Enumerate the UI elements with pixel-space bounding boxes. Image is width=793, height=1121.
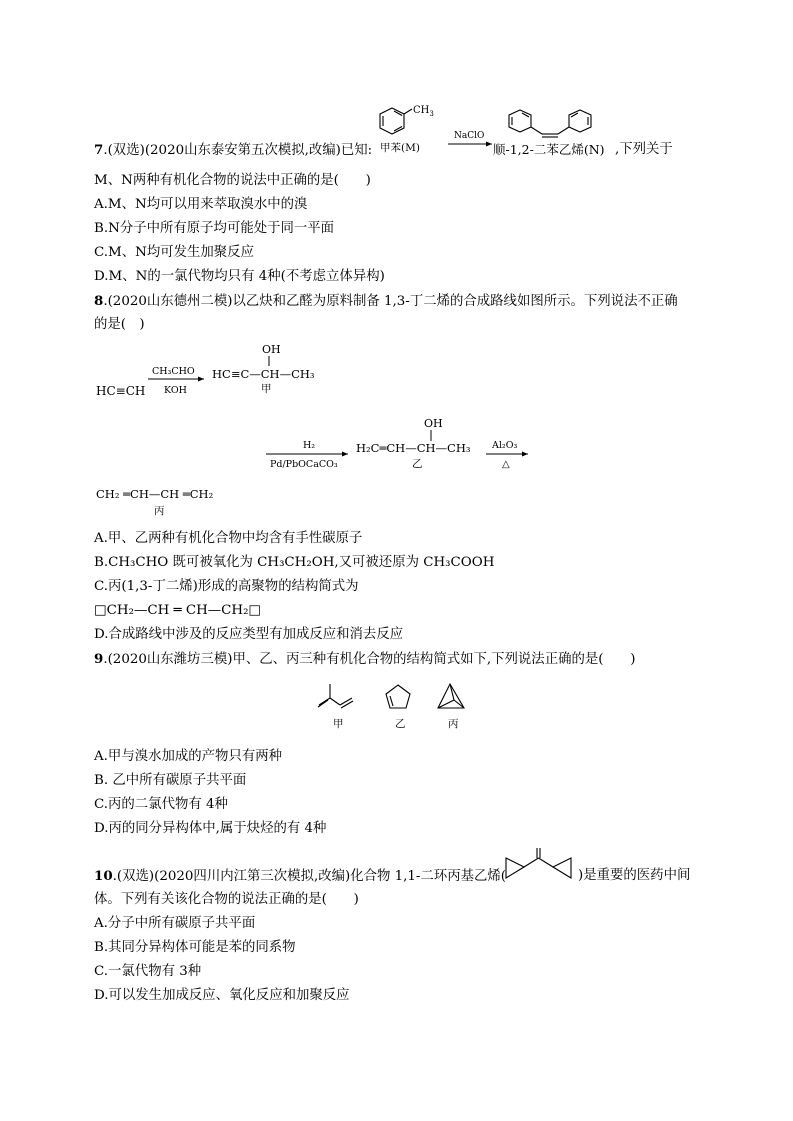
q7-n-label: 顺-1,2-二苯乙烯(N) xyxy=(493,142,605,157)
arrow2-head xyxy=(342,452,348,457)
arrow1-head xyxy=(198,377,204,382)
isoprene-structure xyxy=(318,684,353,708)
dicyclopropylethylene-structure xyxy=(500,846,578,884)
reagent2-bottom: Pd/PbOCaCO₃ xyxy=(270,459,338,470)
toluene-structure xyxy=(380,108,412,134)
bing-formula: CH₂ ═CH—CH ═CH₂ xyxy=(96,487,214,501)
q9-structures xyxy=(310,680,480,732)
cyclopentene-structure xyxy=(386,685,410,708)
yi-oh: OH xyxy=(424,417,443,430)
q8-stem: .(2020山东德州二模)以乙炔和乙醛为原料制备 1,3-丁二烯的合成路线如图所示。下列说法不正确 xyxy=(103,294,678,309)
q7-option-c[interactable]: C.M、N均可发生加聚反应 xyxy=(94,245,254,260)
q10-stem-suffix: )是重要的医药中间 xyxy=(578,868,691,883)
q10-option-d[interactable]: D.可以发生加成反应、氧化反应和加聚反应 xyxy=(94,988,350,1003)
acetylene-formula: HC≡CH xyxy=(96,384,146,398)
q8-number: 8 xyxy=(94,293,104,309)
q10-option-b[interactable]: B.其同分异构体可能是苯的同系物 xyxy=(94,940,296,955)
q8-synthesis-scheme xyxy=(94,338,544,518)
q7-stem-line1 xyxy=(94,141,372,160)
naclo-reagent: NaClO xyxy=(454,131,485,141)
q8-stem-line2: 的是( ) xyxy=(94,317,145,332)
q8-stem-line1 xyxy=(94,292,678,311)
q9-option-d[interactable]: D.丙的同分异构体中,属于炔烃的有 4种 xyxy=(94,821,327,836)
q7-number: 7 xyxy=(94,142,104,158)
q9-option-b[interactable]: B. 乙中所有碳原子共平面 xyxy=(94,773,247,788)
reagent1-bottom: KOH xyxy=(164,385,187,396)
q10-stem-prefix: .(双选)(2020四川内江第三次模拟,改编)化合物 1,1-二环丙基乙烯( xyxy=(112,869,507,884)
yi-formula: H₂C═CH—CH—CH₃ xyxy=(356,441,471,455)
stilbene-structure xyxy=(509,110,591,137)
q7-option-b[interactable]: B.N分子中所有原子均可能处于同一平面 xyxy=(94,221,335,236)
q8-option-c[interactable]: C.丙(1,3-丁二烯)形成的高聚物的结构简式为 xyxy=(94,579,359,594)
q9-option-c[interactable]: C.丙的二氯代物有 4种 xyxy=(94,797,228,812)
reagent1-top: CH₃CHO xyxy=(152,366,195,377)
q9-number: 9 xyxy=(94,651,104,667)
q8-option-c-formula: □CH₂—CH ═ CH—CH₂□ xyxy=(94,603,262,618)
q9-stem xyxy=(94,650,636,669)
q10-stem-line2: 体。下列有关该化合物的说法正确的是( ) xyxy=(94,892,359,907)
jia-label: 甲 xyxy=(261,383,272,395)
q10-number: 10 xyxy=(94,868,113,884)
toluene-label: 甲苯(M) xyxy=(380,142,420,154)
arrow-head xyxy=(486,142,492,147)
q7-option-a[interactable]: A.M、N均可以用来萃取溴水中的溴 xyxy=(94,197,308,212)
q10-option-c[interactable]: C.一氯代物有 3种 xyxy=(94,964,202,979)
q9-option-a[interactable]: A.甲与溴水加成的产物只有两种 xyxy=(94,749,283,764)
bicyclic-structure xyxy=(438,684,464,708)
jia-formula: HC≡C—CH—CH₃ xyxy=(212,367,315,381)
q8-option-b[interactable]: B.CH₃CHO 既可被氧化为 CH₃CH₂OH,又可被还原为 CH₃COOH xyxy=(94,555,495,570)
q9-stem-text: .(2020山东潍坊三模)甲、乙、丙三种有机化合物的结构简式如下,下列说法正确的是( ) xyxy=(103,652,636,667)
q7-stem-line2: M、N两种有机化合物的说法中正确的是( ) xyxy=(94,173,371,188)
label-yi: 乙 xyxy=(395,718,406,730)
q10-option-a[interactable]: A.分子中所有碳原子共平面 xyxy=(94,916,256,931)
jia-oh: OH xyxy=(262,343,281,356)
q10-stem-line1 xyxy=(94,867,506,886)
reagent3-top: Al₂O₃ xyxy=(492,440,518,451)
q7-stem-suffix: ,下列关于 xyxy=(615,142,673,157)
bing-label: 丙 xyxy=(154,505,165,517)
q8-option-d[interactable]: D.合成路线中涉及的反应类型有加成反应和消去反应 xyxy=(94,627,404,642)
label-jia: 甲 xyxy=(333,718,344,730)
q7-option-d[interactable]: D.M、N的一氯代物均只有 4种(不考虑立体异构) xyxy=(94,269,385,284)
label-bing: 丙 xyxy=(448,718,459,730)
q8-option-a[interactable]: A.甲、乙两种有机化合物中均含有手性碳原子 xyxy=(94,531,363,546)
arrow3-head xyxy=(522,452,528,457)
yi-label: 乙 xyxy=(412,458,423,470)
reagent3-bottom: △ xyxy=(502,459,510,470)
reagent2-top: H₂ xyxy=(303,440,316,451)
methyl-label: $CH_3$ xyxy=(413,105,434,118)
q7-stem-prefix: .(双选)(2020山东泰安第五次模拟,改编)已知: xyxy=(103,143,373,158)
